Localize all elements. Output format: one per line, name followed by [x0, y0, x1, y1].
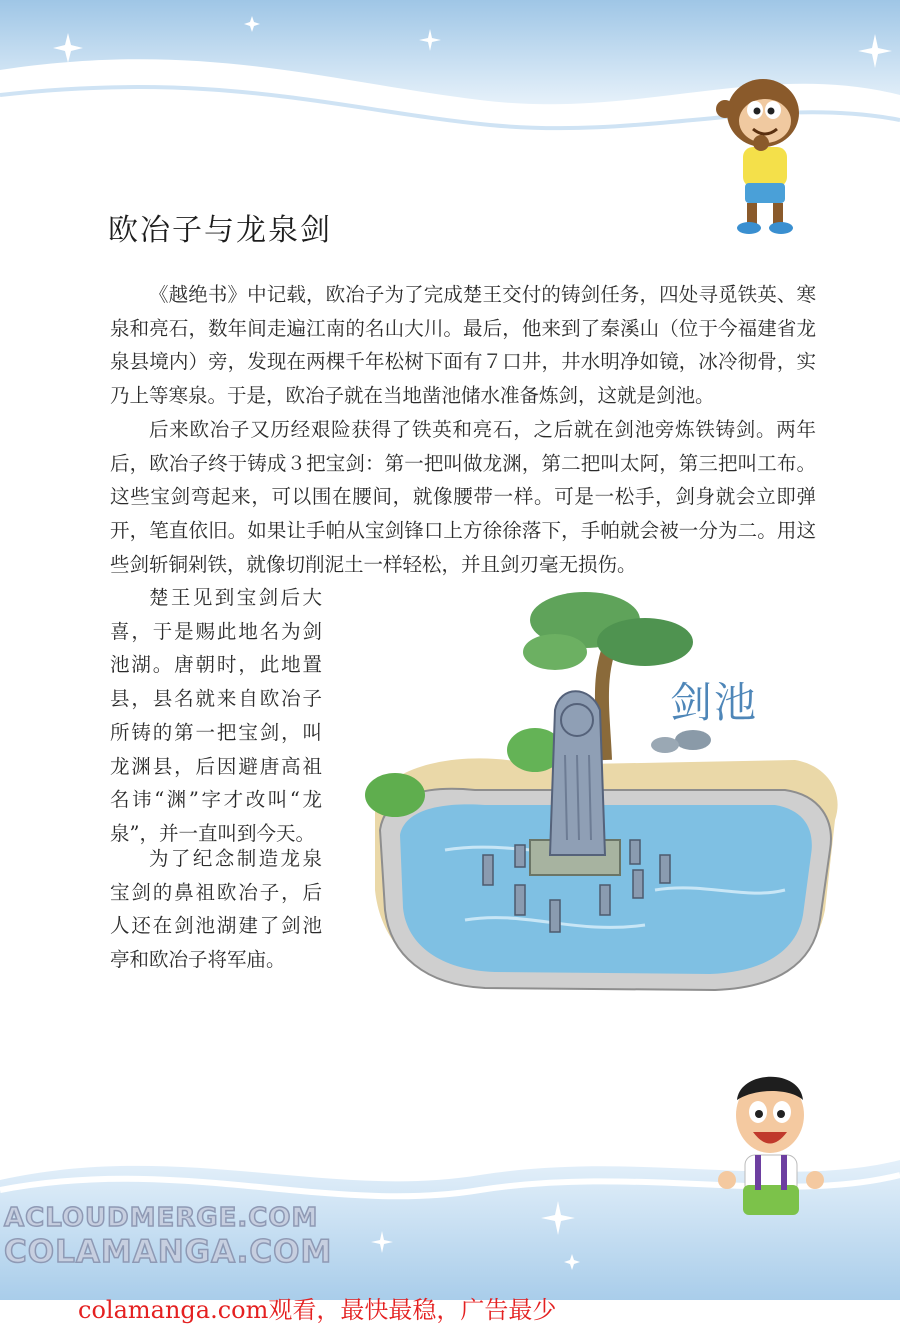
article-title: 欧冶子与龙泉剑	[108, 213, 332, 248]
paragraph-4: 为了纪念制造龙泉宝剑的鼻祖欧冶子，后人还在剑池湖建了剑池亭和欧冶子将军庙。	[110, 847, 322, 972]
watermark-line-2: COLAMANGA.COM	[4, 1234, 333, 1270]
boy-cartoon-icon	[715, 1060, 835, 1230]
watermark-line-1: ACLOUDMERGE.COM	[4, 1203, 319, 1233]
pool-label: 剑池	[670, 678, 759, 727]
paragraph-3: 楚王见到宝剑后大喜，于是赐此地名为剑池湖。唐朝时，此地置县，县名就来自欧冶子所铸的第一把宝剑，叫龙渊县，后因避唐高祖名讳“渊”字才改叫“龙泉”，并一直叫到今天。	[110, 586, 322, 845]
site-watermark	[4, 1202, 332, 1270]
footer-ad-text: colamanga.com观看，最快最稳，广告最少	[78, 1296, 557, 1324]
paragraph-2: 后来欧冶子又历经艰险获得了铁英和亮石，之后就在剑池旁炼铁铸剑。两年后，欧冶子终于铸成３把宝剑：第一把叫做龙渊，第二把叫太阿，第三把叫工布。这些宝剑弯起来，可以围在腰间，就像腰带一样。可是一松手，剑身就会立即弹开，笔直依旧。如果让手帕从宝剑锋口上方徐徐落下，手帕就会被一分为二。用这些剑斩铜剁铁，就像切削泥土一样轻松，并且剑刃毫无损伤。	[110, 418, 816, 576]
monkey-cartoon-icon	[705, 65, 815, 235]
sword-pool-illustration	[355, 590, 850, 995]
paragraph-1: 《越绝书》中记载，欧冶子为了完成楚王交付的铸剑任务，四处寻觅铁英、寒泉和亮石，数年间走遍江南的名山大川。最后，他来到了秦溪山（位于今福建省龙泉县境内）旁，发现在两棵千年松树下面有７口井，井水明净如镜，冰冷彻骨，实乃上等寒泉。于是，欧冶子就在当地凿池储水准备炼剑，这就是剑池。	[110, 283, 816, 408]
